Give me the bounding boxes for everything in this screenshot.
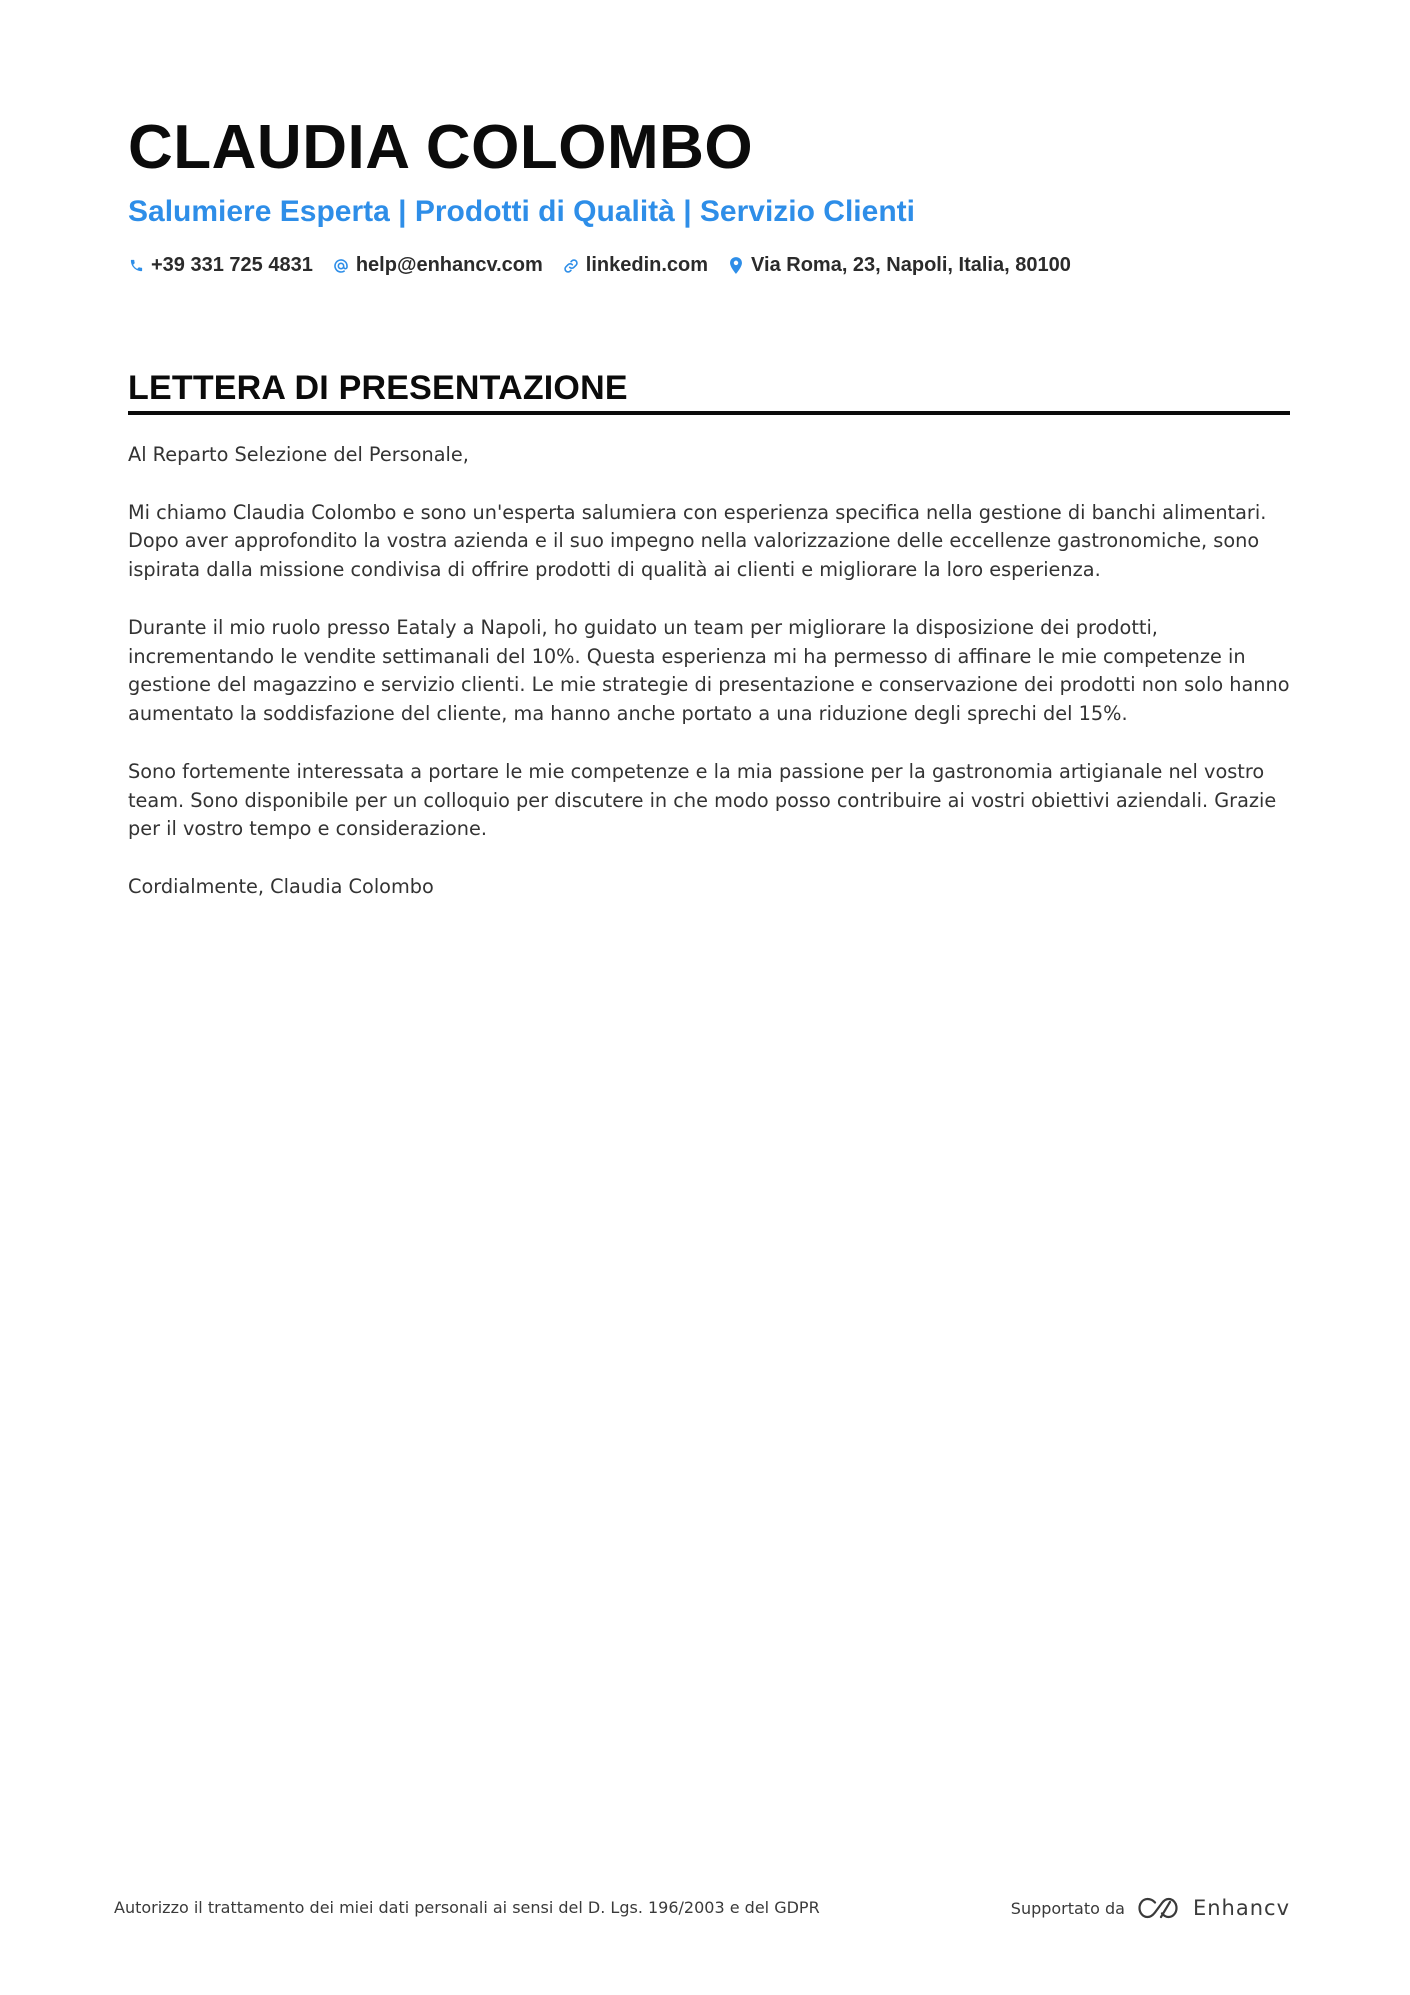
cover-letter-section	[128, 365, 1290, 931]
letter-paragraph: Sono fortemente interessata a portare le mie competenze e la mia passione per la gastronomia artigianale nel vostro team. Sono disponibile per un colloquio per discutere in che modo posso contribuire ai vostri obiettivi aziendali. Grazie per il vostro tempo e considerazione.	[128, 759, 1277, 841]
contact-phone	[128, 254, 313, 277]
address-text: Via Roma, 23, Napoli, Italia, 80100	[751, 254, 1071, 276]
contact-bar	[128, 254, 1288, 277]
at-icon	[333, 257, 349, 275]
privacy-consent: Autorizzo il trattamento dei miei dati personali ai sensi del D. Lgs. 196/2003 e del GDPR	[114, 1898, 820, 1917]
phone-text: +39 331 725 4831	[151, 254, 313, 276]
candidate-title: Salumiere Esperta | Prodotti di Qualità | Servizio Clienti	[128, 195, 915, 228]
phone-icon	[128, 257, 144, 275]
powered-by-label: Supportato da	[1010, 1898, 1125, 1918]
footer	[114, 1890, 1290, 1926]
section-divider	[128, 411, 1290, 415]
header	[128, 108, 1288, 277]
section-title: LETTERA DI PRESENTAZIONE	[128, 369, 628, 407]
location-pin-icon	[728, 257, 744, 275]
letter-closing: Cordialmente, Claudia Colombo	[128, 874, 434, 898]
contact-email[interactable]	[333, 254, 543, 277]
contact-address	[728, 254, 1071, 277]
letter-paragraph: Mi chiamo Claudia Colombo e sono un'esperta salumiera con esperienza specifica nella gestione di banchi alimentari. Dopo aver approfondito la vostra azienda e il suo impegno nella valorizzazione delle eccellenze gastronomiche, sono ispirata dalla missione condivisa di offrire prodotti di qualità ai clienti e migliorare la loro esperienza.	[128, 500, 1267, 582]
linkedin-text[interactable]: linkedin.com	[585, 254, 709, 276]
contact-linkedin[interactable]	[563, 254, 708, 277]
email-text[interactable]: help@enhancv.com	[355, 254, 543, 276]
enhancv-logo-icon	[1137, 1896, 1183, 1920]
brand-name: Enhancv	[1192, 1896, 1290, 1920]
letter-body	[128, 441, 1290, 902]
powered-by[interactable]	[1011, 1890, 1290, 1926]
letter-paragraph: Durante il mio ruolo presso Eataly a Napoli, ho guidato un team per migliorare la disposizione dei prodotti, incrementando le vendite settimanali del 10%. Questa esperienza mi ha permesso di affinare le mie competenze in gestione del magazzino e servizio clienti. Le mie strategie di presentazione e conservazione dei prodotti non solo hanno aumentato la soddisfazione del cliente, ma hanno anche portato a una riduzione degli sprechi del 15%.	[128, 615, 1290, 726]
letter-greeting: Al Reparto Selezione del Personale,	[128, 443, 469, 466]
candidate-name: CLAUDIA COLOMBO	[128, 113, 754, 182]
link-icon	[563, 257, 579, 275]
